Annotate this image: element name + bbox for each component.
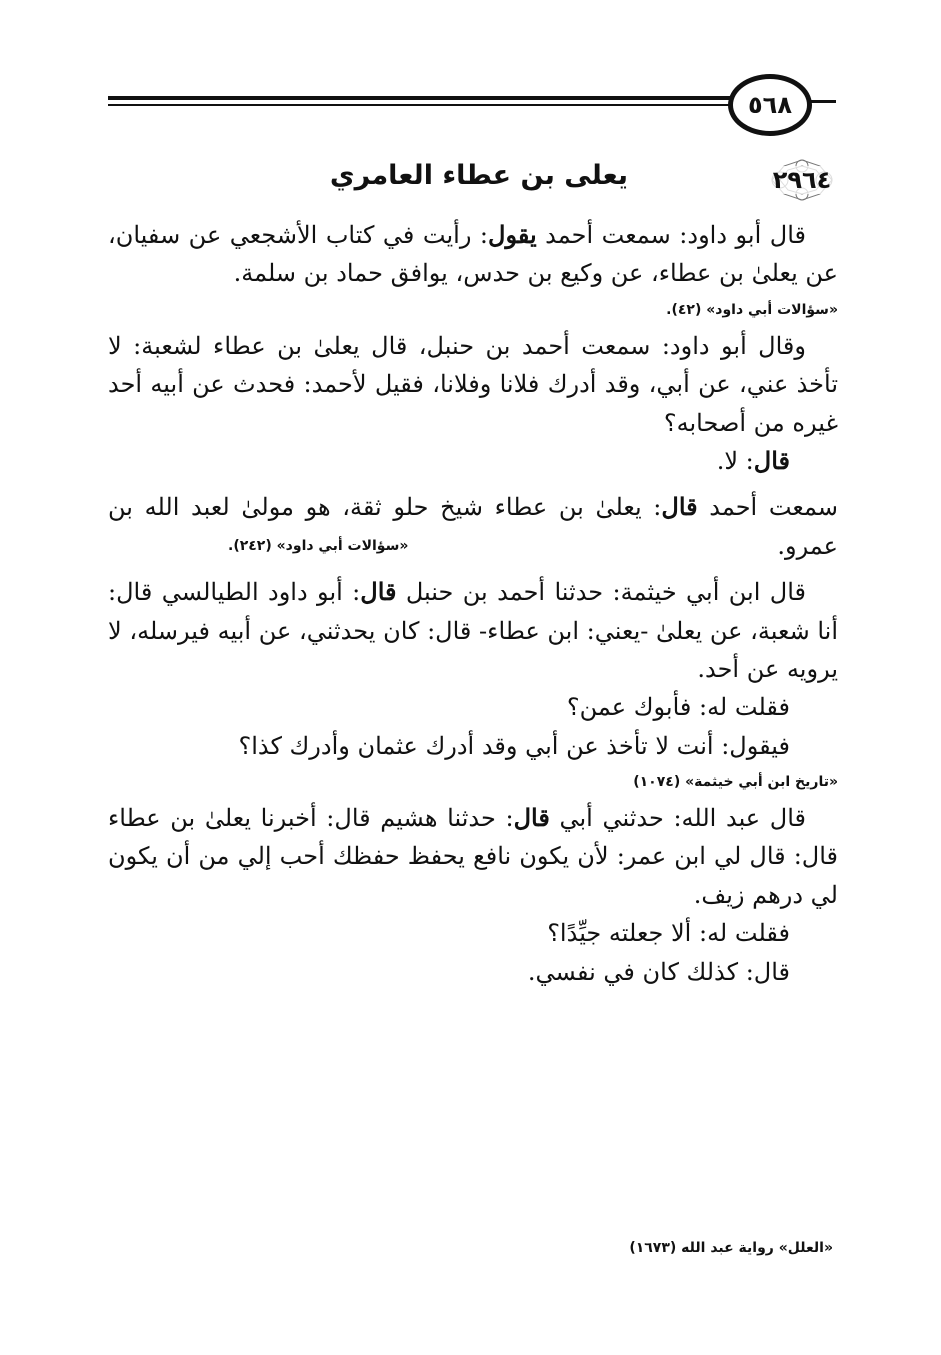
page-header [108, 74, 836, 134]
reference-2: «سؤالات أبي داود» (٢٤٢). [228, 537, 409, 554]
reference-3: «تاريخ ابن أبي خيثمة» (١٠٧٤) [633, 774, 838, 791]
entry-body [108, 216, 838, 991]
paragraph-10: قال: كذلك كان في نفسي. [527, 957, 790, 986]
paragraph-7: فيقول: أنت لا تأخذ عن أبي وقد أدرك عثمان وأدرك كذا؟ [238, 731, 790, 760]
entry-badge [760, 158, 844, 202]
entry-heading [108, 158, 844, 206]
header-rule-thick [108, 96, 748, 100]
paragraph-1: قال أبو داود: سمعت أحمد يقول: رأيت في كتاب الأشجعي عن سفيان، عن يعلىٰ بن عطاء، عن وكيع بن حدس، يوافق حماد بن سلمة. [108, 220, 838, 288]
entry-title: يعلى بن عطاء العامري [329, 160, 628, 191]
page-number: ٥٦٨ [728, 74, 812, 136]
paragraph-9: فقلت له: ألا جعلته جيِّدًا؟ [547, 919, 790, 948]
reference-1: «سؤالات أبي داود» (٤٢). [666, 301, 838, 318]
paragraph-8: قال عبد الله: حدثني أبي قال: حدثنا هشيم قال: أخبرنا يعلىٰ بن عطاء قال: قال لي ابن عمر: لأن يكون نافع يحفظ حفظك أحب إلي من أن يكون لي درهم زيف. [108, 803, 838, 909]
reference-4: «العلل» رواية عبد الله (١٦٧٣) [629, 1240, 833, 1256]
paragraph-3: قال: لا. [716, 445, 790, 475]
paragraph-4: سمعت أحمد قال: يعلىٰ بن عطاء شيخ حلو ثقة، هو مولىٰ لعبد الله بن عمرو. «سؤالات أبي داود» (٢٤٢). [108, 492, 838, 560]
paragraph-6: فقلت له: فأبوك عمن؟ [566, 693, 790, 722]
paragraph-2: وقال أبو داود: سمعت أحمد بن حنبل، قال يعلىٰ بن عطاء لشعبة: لا تأخذ عني، عن أبي، وقد أدرك فلانا وفلانا، فقيل لأحمد: فحدث عن أبيه أحد غيره من أصحابه؟ [108, 331, 839, 437]
header-rule-right [808, 100, 836, 103]
header-rule-thin [108, 104, 748, 106]
paragraph-5: قال ابن أبي خيثمة: حدثنا أحمد بن حنبل قال: أبو داود الطيالسي قال: أنا شعبة، عن يعلىٰ -يعني: ابن عطاء- قال: كان يحدثني، عن أبيه فيرسله، لا يرويه عن أحد. [108, 577, 838, 683]
entry-number: ٢٩٦٤ [772, 166, 832, 194]
